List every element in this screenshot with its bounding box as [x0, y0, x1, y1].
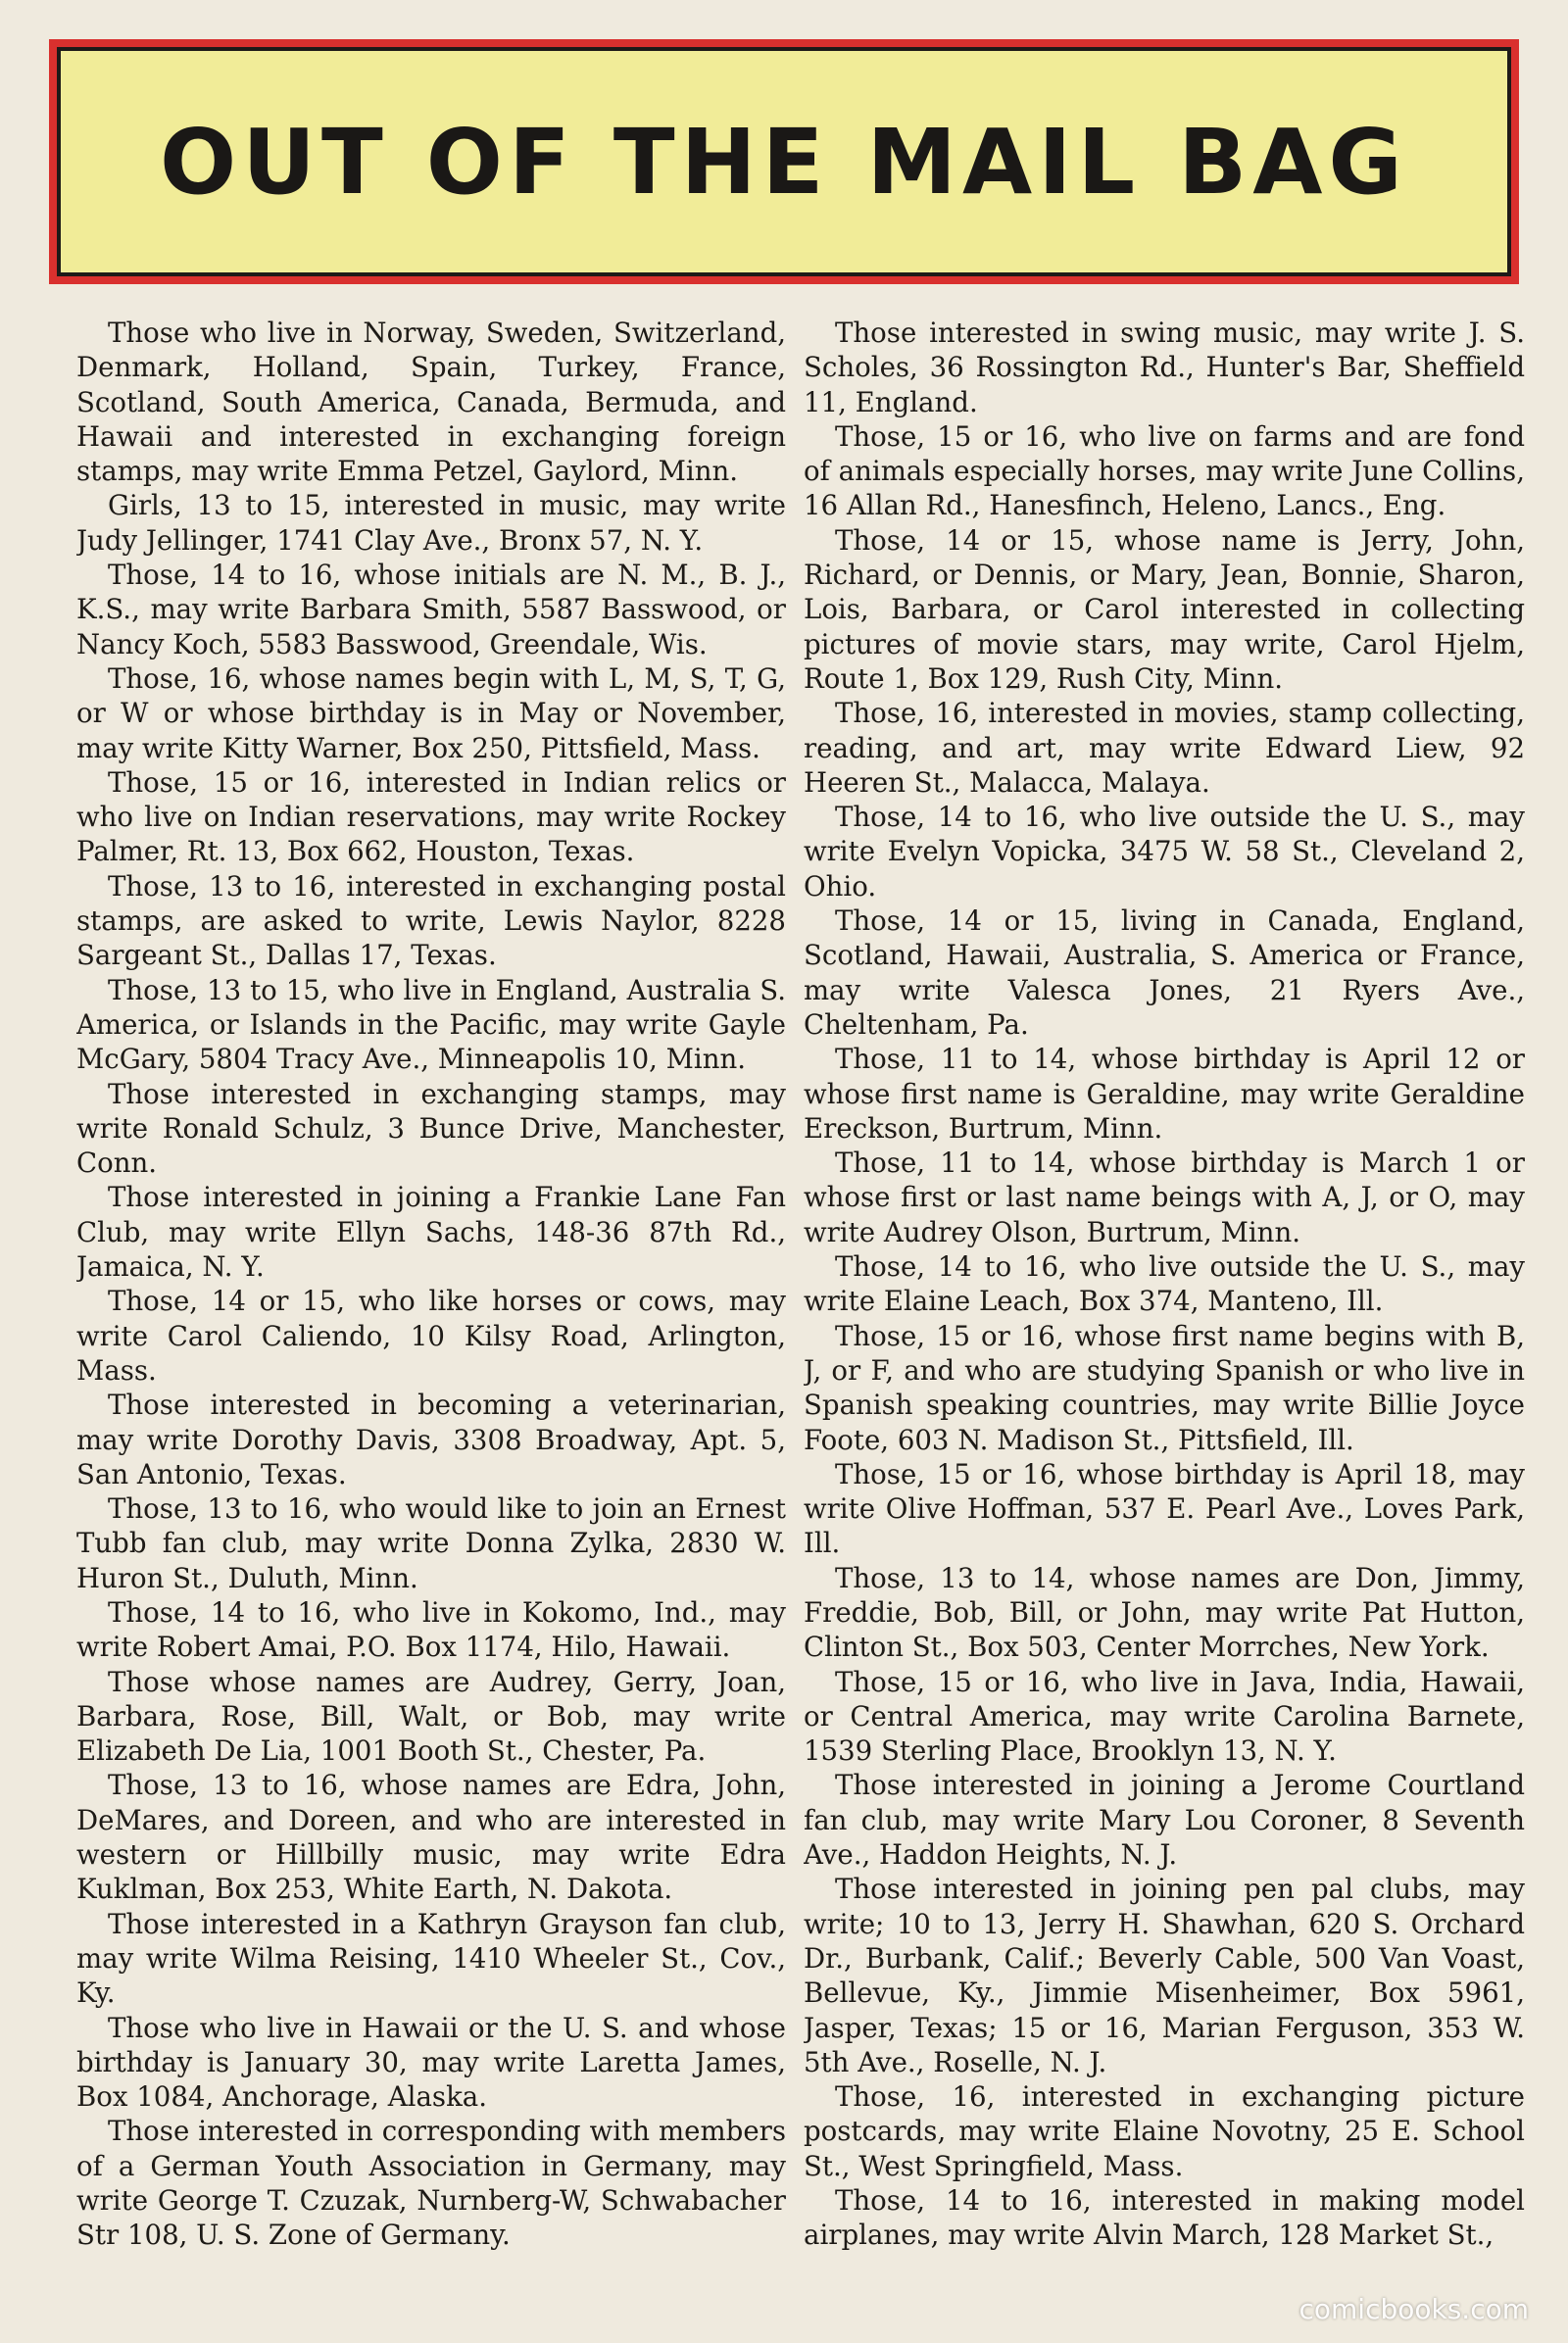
- title-banner-inner: [57, 47, 1511, 276]
- letter-paragraph: Those, 13 to 15, who live in England, Australia S. America, or Islands in the Pacific, may write Gayle McGary, 5804 Tracy Ave., Minneapolis 10, Minn.: [76, 973, 786, 1076]
- letter-paragraph: Those, 14 or 15, whose name is Jerry, John, Richard, or Dennis, or Mary, Jean, Bonnie, Sharon, Lois, Barbara, or Carol interested in collecting pictures of movie stars, may write, Carol Hjelm, Route 1, Box 129, Rush City, Minn.: [804, 523, 1525, 695]
- letter-paragraph: Those, 13 to 14, whose names are Don, Jimmy, Freddie, Bob, Bill, or John, may write Pat Hutton, Clinton St., Box 503, Center Morrches, New York.: [804, 1561, 1525, 1664]
- letter-paragraph: Those who live in Norway, Sweden, Switzerland, Denmark, Holland, Spain, Turkey, France, Scotland, South America, Canada, Bermuda, and Hawaii and interested in exchanging foreign stamps, may write Emma Petzel, Gaylord, Minn.: [76, 317, 786, 488]
- letter-paragraph: Those, 14 or 15, living in Canada, England, Scotland, Hawaii, Australia, S. America or France, may write Valesca Jones, 21 Ryers Ave., Cheltenham, Pa.: [804, 904, 1525, 1041]
- letter-paragraph: Those whose names are Audrey, Gerry, Joan, Barbara, Rose, Bill, Walt, or Bob, may write Elizabeth De Lia, 1001 Booth St., Chester, Pa.: [76, 1665, 786, 1768]
- letter-paragraph: Those, 11 to 14, whose birthday is March 1 or whose first or last name beings with A, J, or O, may write Audrey Olson, Burtrum, Minn.: [804, 1147, 1525, 1248]
- letter-paragraph: Girls, 13 to 15, interested in music, may write Judy Jellinger, 1741 Clay Ave., Bronx 57, N. Y.: [76, 489, 786, 557]
- letter-paragraph: Those interested in exchanging stamps, may write Ronald Schulz, 3 Bunce Drive, Manchester, Conn.: [76, 1077, 786, 1180]
- letter-paragraph: Those, 15 or 16, whose birthday is April 18, may write Olive Hoffman, 537 E. Pearl Ave., Loves Park, Ill.: [804, 1457, 1525, 1560]
- letter-paragraph: Those, 16, interested in movies, stamp collecting, reading, and art, may write Edward Liew, 92 Heeren St., Malacca, Malaya.: [804, 697, 1525, 799]
- letter-paragraph: Those, 11 to 14, whose birthday is April 12 or whose first name is Geraldine, may write Geraldine Ereckson, Burtrum, Minn.: [804, 1043, 1525, 1145]
- letter-paragraph: Those, 15 or 16, whose first name begins with B, J, or F, and who are studying Spanish or who live in Spanish speaking countries, may write Billie Joyce Foote, 603 N. Madison St., Pittsfield, Ill.: [804, 1319, 1525, 1456]
- left-column: [76, 316, 786, 2305]
- letter-paragraph: Those, 15 or 16, who live on farms and are fond of animals especially horses, may write June Collins, 16 Allan Rd., Hanesfinch, Heleno, Lancs., Eng.: [804, 419, 1525, 522]
- letter-paragraph: Those interested in becoming a veterinarian, may write Dorothy Davis, 3308 Broadway, Apt. 5, San Antonio, Texas.: [76, 1389, 786, 1490]
- letter-paragraph: Those, 14 to 16, who live in Kokomo, Ind., may write Robert Amai, P.O. Box 1174, Hilo, Hawaii.: [76, 1595, 786, 1664]
- letter-paragraph: Those interested in joining a Jerome Courtland fan club, may write Mary Lou Coroner, 8 Seventh Ave., Haddon Heights, N. J.: [804, 1769, 1525, 1872]
- letter-paragraph: Those, 14 to 16, whose initials are N. M., B. J., K.S., may write Barbara Smith, 5587 Basswood, or Nancy Koch, 5583 Basswood, Greendale, Wis.: [76, 559, 786, 660]
- letter-paragraph: Those, 16, interested in exchanging picture postcards, may write Elaine Novotny, 25 E. School St., West Springfield, Mass.: [804, 2080, 1525, 2182]
- letter-paragraph: Those interested in joining a Frankie Lane Fan Club, may write Ellyn Sachs, 148-36 87th Rd., Jamaica, N. Y.: [76, 1181, 786, 1284]
- letter-paragraph: Those, 14 to 16, who live outside the U. S., may write Elaine Leach, Box 374, Manteno, Ill.: [804, 1250, 1525, 1318]
- letter-paragraph: Those, 15 or 16, interested in Indian relics or who live on Indian reservations, may write Rockey Palmer, Rt. 13, Box 662, Houston, Texas.: [76, 765, 786, 868]
- letter-paragraph: Those interested in swing music, may write J. S. Scholes, 36 Rossington Rd., Hunter's Bar, Sheffield 11, England.: [804, 317, 1525, 418]
- letter-paragraph: Those, 15 or 16, who live in Java, India, Hawaii, or Central America, may write Carolina Barnete, 1539 Sterling Place, Brooklyn 13, N. Y.: [804, 1665, 1525, 1768]
- letter-paragraph: Those, 16, whose names begin with L, M, S, T, G, or W or whose birthday is in May or November, may write Kitty Warner, Box 250, Pittsfield, Mass.: [76, 661, 786, 764]
- letter-paragraph: Those, 14 or 15, who like horses or cows, may write Carol Caliendo, 10 Kilsy Road, Arlington, Mass.: [76, 1285, 786, 1387]
- letter-paragraph: Those interested in corresponding with members of a German Youth Association in Germany, may write George T. Czuzak, Nurnberg-W, Schwabacher Str 108, U. S. Zone of Germany.: [76, 2115, 786, 2252]
- letter-paragraph: Those who live in Hawaii or the U. S. and whose birthday is January 30, may write Laretta James, Box 1084, Anchorage, Alaska.: [76, 2011, 786, 2114]
- letter-paragraph: Those interested in joining pen pal clubs, may write; 10 to 13, Jerry H. Shawhan, 620 S. Orchard Dr., Burbank, Calif.; Beverly Cable, 500 Van Voast, Bellevue, Ky., Jimmie Misenheimer, Box 5961, Jasper, Texas; 15 or 16, Marian Ferguson, 353 W. 5th Ave., Roselle, N. J.: [804, 1873, 1525, 2078]
- right-column: [804, 316, 1525, 2305]
- letter-paragraph: Those, 13 to 16, interested in exchanging postal stamps, are asked to write, Lewis Naylor, 8228 Sargeant St., Dallas 17, Texas.: [76, 869, 786, 972]
- page-title: OUT OF THE MAIL BAG: [160, 109, 1408, 215]
- letter-paragraph: Those interested in a Kathryn Grayson fan club, may write Wilma Reising, 1410 Wheeler St., Cov., Ky.: [76, 1907, 786, 2010]
- letter-paragraph: Those, 14 to 16, who live outside the U. S., may write Evelyn Vopicka, 3475 W. 58 St., Cleveland 2, Ohio.: [804, 801, 1525, 903]
- watermark: comicbooks.com: [1298, 2293, 1529, 2325]
- letter-paragraph: Those, 14 to 16, interested in making model airplanes, may write Alvin March, 128 Market St.,: [804, 2184, 1525, 2252]
- letter-paragraph: Those, 13 to 16, whose names are Edra, John, DeMares, and Doreen, and who are interested in western or Hillbilly music, may write Edra Kuklman, Box 253, White Earth, N. Dakota.: [76, 1769, 786, 1906]
- title-banner: [49, 39, 1519, 284]
- letter-paragraph: Those, 13 to 16, who would like to join an Ernest Tubb fan club, may write Donna Zylka, 2830 W. Huron St., Duluth, Minn.: [76, 1492, 786, 1594]
